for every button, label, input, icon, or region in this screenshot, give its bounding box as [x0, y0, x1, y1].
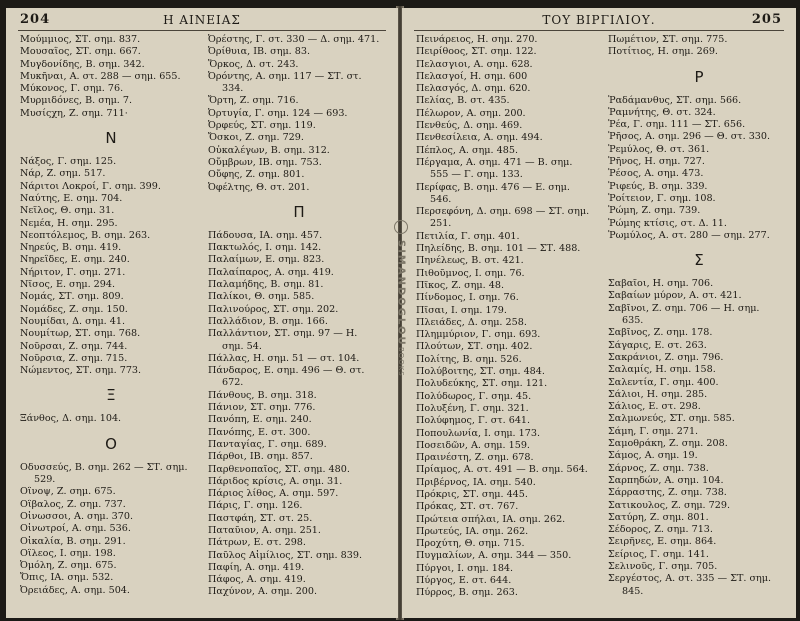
- index-entry: Σάμος, Α. σημ. 19.: [608, 450, 698, 462]
- index-entry: Παλαμήδης, Β. σημ. 81.: [208, 279, 324, 291]
- index-entry: Σακράνιοι, Ζ. σημ. 796.: [608, 351, 724, 363]
- index-entry: Πελασγοί, Η. σημ. 600: [416, 70, 528, 82]
- index-entry: Παφίη, Α. σημ. 419.: [208, 561, 305, 573]
- index-entry: Πάδουσα, ΙΑ. σημ. 457.: [208, 229, 323, 241]
- index-entry: Νομάδες, Ζ. σημ. 150.: [20, 303, 128, 315]
- index-entry: Σάλιοι, Η. σημ. 285.: [608, 388, 708, 400]
- index-entry: Ποτίτιος, Η. σημ. 269.: [608, 46, 718, 58]
- index-entry: Πηνέλεως, Β. στ. 421.: [416, 255, 524, 267]
- index-entry: Πρωτεύς, ΙΑ. σημ. 262.: [416, 525, 529, 537]
- index-entry: Οἰνωσσοι, Α. σημ. 370.: [20, 510, 134, 522]
- index-entry: Ῥιφεύς, Β. σημ. 339.: [608, 180, 708, 192]
- index-entry: Παλίκοι, Θ. σημ. 585.: [208, 291, 315, 303]
- index-entry: Παλαίπαρος, Α. σημ. 419.: [208, 266, 334, 278]
- index-entry: Μυκῆναι, Α. στ. 288 — σημ. 655.: [20, 70, 181, 82]
- index-entry: Οΐνοψ, Ζ. σημ. 675.: [20, 486, 116, 498]
- index-entry: Πανταγίας, Γ. σημ. 689.: [208, 438, 327, 450]
- index-column: [416, 34, 598, 600]
- index-column: [208, 34, 390, 599]
- index-entry: Πλημμύριον, Γ. σημ. 693.: [416, 329, 541, 341]
- index-entry: Νουμίδαι, Δ. σημ. 41.: [20, 315, 126, 327]
- index-entry: Πίνδομος, Ι. σημ. 76.: [416, 292, 519, 304]
- index-entry: Πανόπη, Ε. σημ. 240.: [208, 414, 312, 426]
- index-entry-continuation: 251.: [430, 218, 452, 230]
- index-entry: Πάνθους, Β. σημ. 318.: [208, 389, 317, 401]
- index-entry: Περσεφόνη, Δ. σημ. 698 — ΣΤ. σημ.: [416, 206, 590, 218]
- index-entry: Νῖσος, Ε. σημ. 294.: [20, 279, 116, 291]
- index-entry: Πρώτεια σπήλαι, ΙΑ. σημ. 262.: [416, 513, 566, 525]
- index-entry: Οὔφης, Ζ. σημ. 801.: [208, 169, 305, 181]
- index-entry: Ῥεμύλος, Θ. στ. 361.: [608, 143, 710, 155]
- index-entry: Πάρθοι, ΙΒ. σημ. 857.: [208, 451, 313, 463]
- index-entry: Ὀρίθυια, ΙΒ. σημ. 83.: [208, 46, 311, 58]
- index-entry: Νώμεντος, ΣΤ. σημ. 773.: [20, 365, 142, 377]
- page-number-right: 205: [751, 12, 782, 27]
- index-entry: Ποσειδῶν, Α. σημ. 159.: [416, 439, 530, 451]
- index-entry: Ῥώμη, Ζ. σημ. 739.: [608, 205, 701, 217]
- index-entry: Σαρπηδών, Α. σημ. 104.: [608, 474, 724, 486]
- index-entry: Πειρίθοος, ΣΤ. σημ. 122.: [416, 46, 537, 58]
- index-entry: Σελινοῦς, Γ. σημ. 705.: [608, 560, 718, 572]
- index-entry: Ῥώμης κτίσις, στ. Δ. 11.: [608, 217, 727, 229]
- index-entry: Πλούτων, ΣΤ. σημ. 402.: [416, 341, 533, 353]
- index-entry: Σαβαίων μύρον, Α. στ. 421.: [608, 290, 742, 302]
- index-entry: Πενθεύς, Δ. σημ. 469.: [416, 120, 523, 132]
- section-letter: Ξ: [106, 386, 116, 405]
- index-entry: Παλινούρος, ΣΤ. σημ. 202.: [208, 303, 339, 315]
- index-entry: Πύργος, Ε. στ. 644.: [416, 575, 512, 587]
- index-entry: Νουμίτωρ, ΣΤ. σημ. 768.: [20, 328, 141, 340]
- section-letter: N: [105, 129, 117, 148]
- index-entry-continuation: 672.: [222, 377, 244, 389]
- index-entry: Πάνδαρος, Ε. σημ. 496 — Θ. στ.: [208, 365, 365, 377]
- index-entry: Παταῦιον, Α. σημ. 251.: [208, 524, 321, 536]
- index-column: [608, 34, 790, 598]
- index-entry: Ὅρκος, Δ. στ. 243.: [208, 58, 299, 70]
- index-entry: Πανόπης, Ε. στ. 300.: [208, 426, 311, 438]
- index-entry: Παλλάδιον, Β. σημ. 166.: [208, 315, 328, 327]
- index-entry: Ῥαμνήτης, Θ. στ. 324.: [608, 106, 716, 118]
- index-entry-continuation: 546.: [430, 193, 452, 205]
- index-entry: Νάριτοι Λοκροί, Γ. σημ. 399.: [20, 180, 161, 192]
- index-entry: Πάρις, Γ. σημ. 126.: [208, 500, 303, 512]
- index-entry: Πλειάδες, Δ. σημ. 258.: [416, 316, 527, 328]
- index-entry: Νηρεύς, Β. σημ. 419.: [20, 242, 122, 254]
- index-entry: Παῦλος Αἰμίλιος, ΣΤ. σημ. 839.: [208, 549, 363, 561]
- index-entry: Νάρ, Ζ. σημ. 517.: [20, 168, 106, 180]
- index-entry: Σατικουλος, Ζ. σημ. 729.: [608, 499, 731, 511]
- index-entry: Πῖκος, Ζ. σημ. 48.: [416, 279, 505, 291]
- index-entry: Προχύτη, Θ. σημ. 715.: [416, 538, 525, 550]
- index-entry: Πέπλος, Α. σημ. 485.: [416, 144, 518, 156]
- index-entry: Νεοπτόλεμος, Β. σημ. 263.: [20, 229, 151, 241]
- index-entry: Σαλεντία, Γ. σημ. 400.: [608, 376, 719, 388]
- index-entry: Οΐβαλος, Ζ. σημ. 737.: [20, 498, 126, 510]
- index-column: [20, 34, 202, 597]
- index-entry: Ὄσκοι, Ζ. σημ. 729.: [208, 132, 304, 144]
- index-entry: Σαλαμίς, Η. σημ. 158.: [608, 364, 716, 376]
- running-title-right: ΤΟΥ ΒΙΡΓΙΛΙΟΥ.: [542, 13, 656, 27]
- index-entry: Σάρραστης, Ζ. σημ. 738.: [608, 487, 727, 499]
- index-entry: Πάτρων, Ε. στ. 298.: [208, 537, 306, 549]
- index-entry: Οἰνωτροί, Α. σημ. 536.: [20, 523, 131, 535]
- index-entry: Σάμη, Γ. σημ. 271.: [608, 425, 699, 437]
- index-entry: Σατύρη, Ζ. σημ. 801.: [608, 511, 709, 523]
- index-entry: Ῥῆσος, Α. σημ. 296 — Θ. στ. 330.: [608, 131, 771, 143]
- index-entry: Ναύτης, Ε. σημ. 704.: [20, 192, 123, 204]
- watermark-text: SIMANDOGLOU: [395, 240, 407, 347]
- index-entry: Νοῦρσαι, Ζ. σημ. 744.: [20, 340, 128, 352]
- index-entry: Πελασγός, Δ. σημ. 620.: [416, 83, 531, 95]
- index-entry: Πολύβοιτης, ΣΤ. σημ. 484.: [416, 366, 545, 378]
- section-letter: O: [105, 434, 117, 453]
- index-entry: Σεργέστος, Α. στ. 335 — ΣΤ. σημ.: [608, 573, 772, 585]
- index-entry: Σάλιος, Ε. στ. 298.: [608, 401, 701, 413]
- index-entry: Ὀμόλη, Ζ. σημ. 675.: [20, 560, 117, 572]
- index-entry: Πολύδωρος, Γ. σημ. 45.: [416, 390, 532, 402]
- index-entry: Πέργαμα, Α. σημ. 471 — Β. σημ.: [416, 156, 573, 168]
- index-entry: Σαλμωνεύς, ΣΤ. σημ. 585.: [608, 413, 735, 425]
- header-rule: [414, 30, 784, 31]
- index-entry: Νεμέα, Η. σημ. 295.: [20, 217, 118, 229]
- index-entry: Πάνιον, ΣΤ. σημ. 776.: [208, 402, 316, 414]
- index-entry: Παλαίμων, Ε. σημ. 823.: [208, 254, 325, 266]
- index-entry: Πακτωλός, Ι. σημ. 142.: [208, 242, 322, 254]
- index-entry: Ῥωμύλος, Α. στ. 280 — σημ. 277.: [608, 229, 770, 241]
- index-entry: Πελασγιοι, Α. σημ. 628.: [416, 58, 533, 70]
- index-entry: Ῥέσος, Α. σημ. 473.: [608, 168, 704, 180]
- index-entry: Παχύνον, Α. σημ. 200.: [208, 586, 318, 598]
- index-entry: Σειρῆνες, Ε. σημ. 864.: [608, 536, 717, 548]
- index-entry: Μυσίςχη, Ζ. σημ. 711·: [20, 107, 128, 119]
- section-letter: Σ: [694, 251, 704, 270]
- index-entry: Πολυξένη, Γ. σημ. 321.: [416, 402, 529, 414]
- index-entry: Ὀρέστης, Γ. στ. 330 — Δ. σημ. 471.: [208, 34, 380, 45]
- index-entry: Νήριτον, Γ. σημ. 271.: [20, 266, 126, 278]
- right-page: [402, 8, 796, 618]
- index-entry-continuation: 635.: [622, 315, 644, 327]
- header-rule: [18, 30, 386, 31]
- index-entry: Πετιλία, Γ. σημ. 401.: [416, 230, 520, 242]
- left-page: [6, 8, 398, 618]
- section-letter: Π: [293, 202, 305, 221]
- index-entry: Πεινάρειος, Η. σημ. 270.: [416, 34, 538, 45]
- index-entry: Περίφας, Β. σημ. 476 — Ε. σημ.: [416, 181, 570, 193]
- index-entry: Πάριδος κρίσις, Α. σημ. 31.: [208, 475, 343, 487]
- index-entry: Ξάνθος, Δ. σημ. 104.: [20, 413, 122, 425]
- index-entry: Πῖσαι, Ι. σημ. 179.: [416, 304, 507, 316]
- index-entry: Μυρμιδόνες, Β. σημ. 7.: [20, 95, 133, 107]
- index-entry: Παλλάντιον, ΣΤ. σημ. 97 — Η.: [208, 328, 358, 340]
- index-entry: Ὀρειάδες, Α. σημ. 504.: [20, 584, 130, 596]
- index-entry: Ῥέα, Γ. σημ. 111 — ΣΤ. 656.: [608, 119, 746, 131]
- index-entry: Πολύφημος, Γ. στ. 641.: [416, 415, 531, 427]
- index-entry: Μυγδονίδης, Β. σημ. 342.: [20, 58, 145, 70]
- index-entry: Σαβῖνοι, Ζ. σημ. 706 — Η. σημ.: [608, 302, 760, 314]
- index-entry: Πρόκας, ΣΤ. στ. 767.: [416, 501, 519, 513]
- index-entry-continuation: 555 — Γ. σημ. 133.: [430, 169, 523, 181]
- index-entry-continuation: σημ. 54.: [222, 340, 262, 352]
- index-entry: Μούμμιος, ΣΤ. σημ. 837.: [20, 34, 141, 45]
- index-entry: Οὔμβρων, ΙΒ. σημ. 753.: [208, 156, 322, 168]
- index-entry: Πωμέτιον, ΣΤ. σημ. 775.: [608, 34, 728, 45]
- watermark-subtext: BOOKS: [397, 346, 405, 377]
- watermark-circle-icon: [394, 220, 408, 234]
- index-entry: Πελίας, Β. στ. 435.: [416, 95, 510, 107]
- index-entry: Ὄπις, ΙΑ. σημ. 532.: [20, 572, 114, 584]
- index-entry: Μύκονος, Γ. σημ. 76.: [20, 83, 124, 95]
- index-entry: Νεῖλος, Θ. σημ. 31.: [20, 205, 115, 217]
- index-entry: Νηρεΐδες, Ε. σημ. 240.: [20, 254, 130, 266]
- index-entry: Πύρρος, Β. σημ. 263.: [416, 587, 518, 599]
- running-head-left: [6, 12, 398, 28]
- index-entry: Πάλλας, Η. σημ. 51 — στ. 104.: [208, 352, 360, 364]
- index-entry: Πρίαμος, Α. στ. 491 — Β. σημ. 564.: [416, 464, 588, 476]
- index-entry: Πυγμαλίων, Α. σημ. 344 — 350.: [416, 550, 572, 562]
- index-entry: Οὐκαλέγων, Β. σημ. 312.: [208, 144, 330, 156]
- index-entry: Σάγαρις, Ε. στ. 263.: [608, 339, 707, 351]
- index-entry: Παρθενοπαῖος, ΣΤ. σημ. 480.: [208, 463, 350, 475]
- index-entry: Σάρνος, Ζ. σημ. 738.: [608, 462, 709, 474]
- index-entry: Νομάς, ΣΤ. σημ. 809.: [20, 291, 124, 303]
- index-entry: Νοῦρσια, Ζ. σημ. 715.: [20, 352, 128, 364]
- index-entry: Ὀρόντης, Α. σημ. 117 — ΣΤ. στ.: [208, 70, 362, 82]
- index-entry: Σείριος, Γ. σημ. 141.: [608, 548, 709, 560]
- index-entry: Μουσαΐος, ΣΤ. σημ. 667.: [20, 46, 141, 58]
- scan-watermark: [392, 220, 410, 430]
- index-entry: Οΐλεος, Ι. σημ. 198.: [20, 547, 116, 559]
- index-entry: Πραινέστη, Ζ. σημ. 678.: [416, 452, 534, 464]
- index-entry: Ποπουλωνία, Ι. σημ. 173.: [416, 427, 541, 439]
- index-entry: Πιθοῦμνος, Ι. σημ. 76.: [416, 267, 525, 279]
- index-entry: Πολίτης, Β. σημ. 526.: [416, 353, 522, 365]
- index-entry: Πύργοι, Ι. σημ. 184.: [416, 562, 514, 574]
- index-entry: Ὀρφεύς, ΣΤ. σημ. 119.: [208, 120, 316, 132]
- index-entry: Παστφάη, ΣΤ. στ. 25.: [208, 512, 313, 524]
- index-entry: Πολυδεύκης, ΣΤ. σημ. 121.: [416, 378, 548, 390]
- index-entry: Πάφος, Α. σημ. 419.: [208, 574, 306, 586]
- index-entry: Πηλείδης, Β. σημ. 101 — ΣΤ. 488.: [416, 243, 581, 255]
- index-entry: Σέδορος, Ζ. σημ. 713.: [608, 524, 713, 536]
- index-entry: Ὀρτυγία, Γ. σημ. 124 — 693.: [208, 107, 348, 119]
- index-entry: Πρόκρις, ΣΤ. σημ. 445.: [416, 488, 528, 500]
- index-entry: Νάξος, Γ. σημ. 125.: [20, 156, 117, 168]
- index-entry: Ὀφέλτης, Θ. στ. 201.: [208, 181, 310, 193]
- running-head-right: [402, 12, 796, 28]
- index-entry: Πριβέρνος, ΙΑ. σημ. 540.: [416, 476, 536, 488]
- index-entry: Σαμοθράκη, Ζ. σημ. 208.: [608, 438, 728, 450]
- index-entry-continuation: 529.: [34, 474, 56, 486]
- index-entry: Ῥῆνος, Η. σημ. 727.: [608, 156, 705, 168]
- index-entry: Πάριος λίθος, Α. σημ. 597.: [208, 488, 339, 500]
- index-entry-continuation: 845.: [622, 585, 644, 597]
- index-entry: Ῥαδάμανθυς, ΣΤ. σημ. 566.: [608, 94, 742, 106]
- running-title-left: Η ΑΙΝΕΙΑΣ: [163, 13, 241, 27]
- index-entry: Πενθεσίλεια, Α. σημ. 494.: [416, 132, 543, 144]
- index-entry: Ῥοίτειον, Γ. σημ. 108.: [608, 192, 716, 204]
- index-entry: Οἰκαλία, Β. σημ. 291.: [20, 535, 126, 547]
- index-entry: Ὄρτη, Ζ. σημ. 716.: [208, 95, 299, 107]
- page-number-left: 204: [20, 12, 51, 27]
- section-letter: Ρ: [694, 67, 704, 86]
- index-entry: Πέλωρον, Α. σημ. 200.: [416, 107, 526, 119]
- index-entry: Σαβαῖοι, Η. σημ. 706.: [608, 278, 714, 290]
- index-entry: Σαβῖνος, Ζ. σημ. 178.: [608, 327, 713, 339]
- index-entry-continuation: 334.: [222, 83, 244, 95]
- index-entry: Οδυσσεύς, Β. σημ. 262 — ΣΤ. σημ.: [20, 461, 188, 473]
